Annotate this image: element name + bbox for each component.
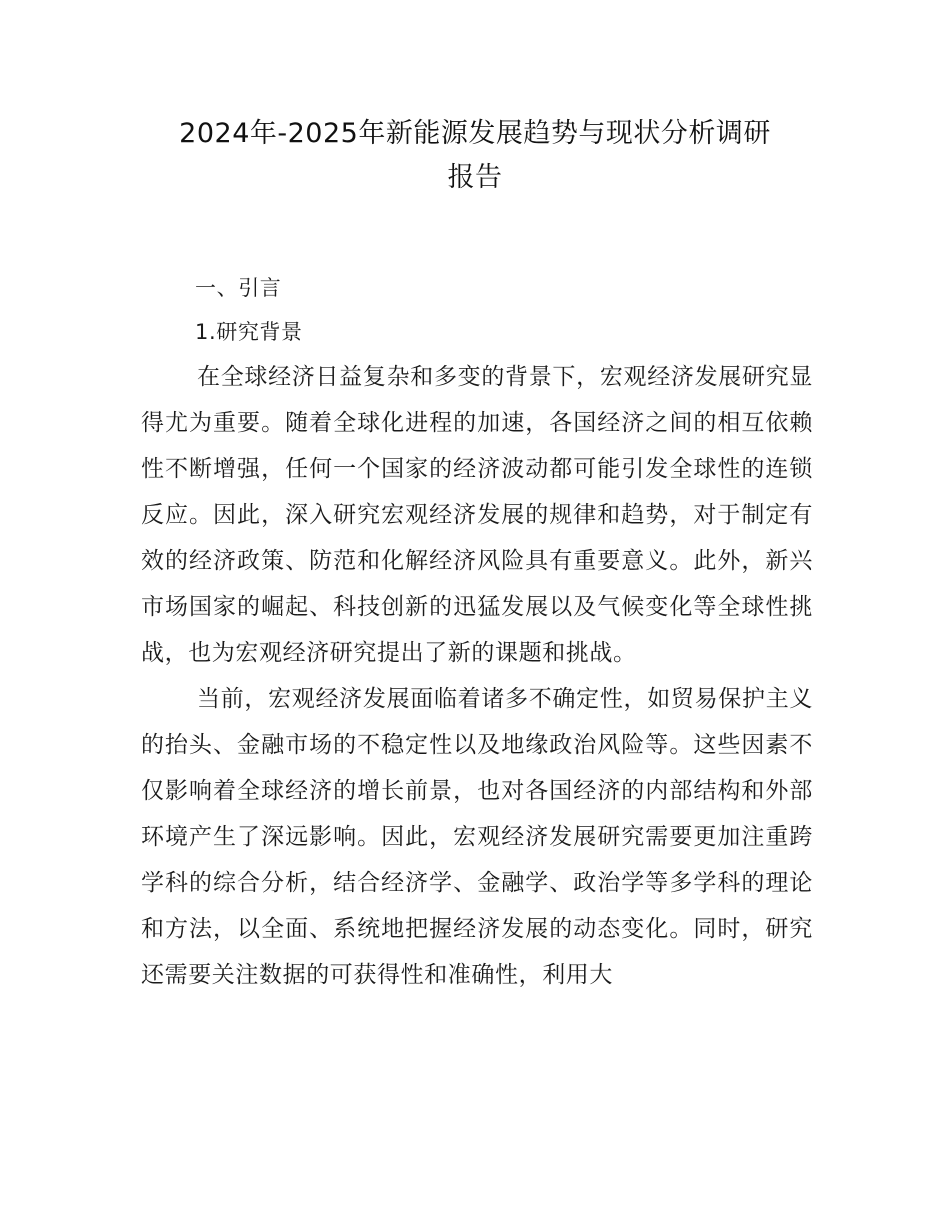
paragraph-1: 在全球经济日益复杂和多变的背景下，宏观经济发展研究显得尤为重要。随着全球化进程的加速，各国经济之间的相互依赖性不断增强，任何一个国家的经济波动都可能引发全球性的连锁反应。因此，深入研究宏观经济发展的规律和趋势，对于制定有效的经济政策、防范和化解经济风险具有重要意义。此外，新兴市场国家的崛起、科技创新的迅猛发展以及气候变化等全球性挑战，也为宏观经济研究提出了新的课题和挑战。 — [141, 364, 813, 666]
document-title — [120, 112, 830, 200]
subsection-heading: 1.研究背景 — [195, 320, 303, 344]
section-heading: 一、引言 — [195, 276, 282, 300]
title-line-1: 2024年-2025年新能源发展趋势与现状分析调研 — [179, 118, 771, 149]
title-line-2: 报告 — [447, 162, 503, 193]
document-body — [141, 266, 813, 998]
paragraph-2: 当前，宏观经济发展面临着诸多不确定性，如贸易保护主义的抬头、金融市场的不稳定性以及地缘政治风险等。这些因素不仅影响着全球经济的增长前景，也对各国经济的内部结构和外部环境产生了深远影响。因此，宏观经济发展研究需要更加注重跨学科的综合分析，结合经济学、金融学、政治学等多学科的理论和方法，以全面、系统地把握经济发展的动态变化。同时，研究还需要关注数据的可获得性和准确性，利用大 — [141, 686, 813, 988]
